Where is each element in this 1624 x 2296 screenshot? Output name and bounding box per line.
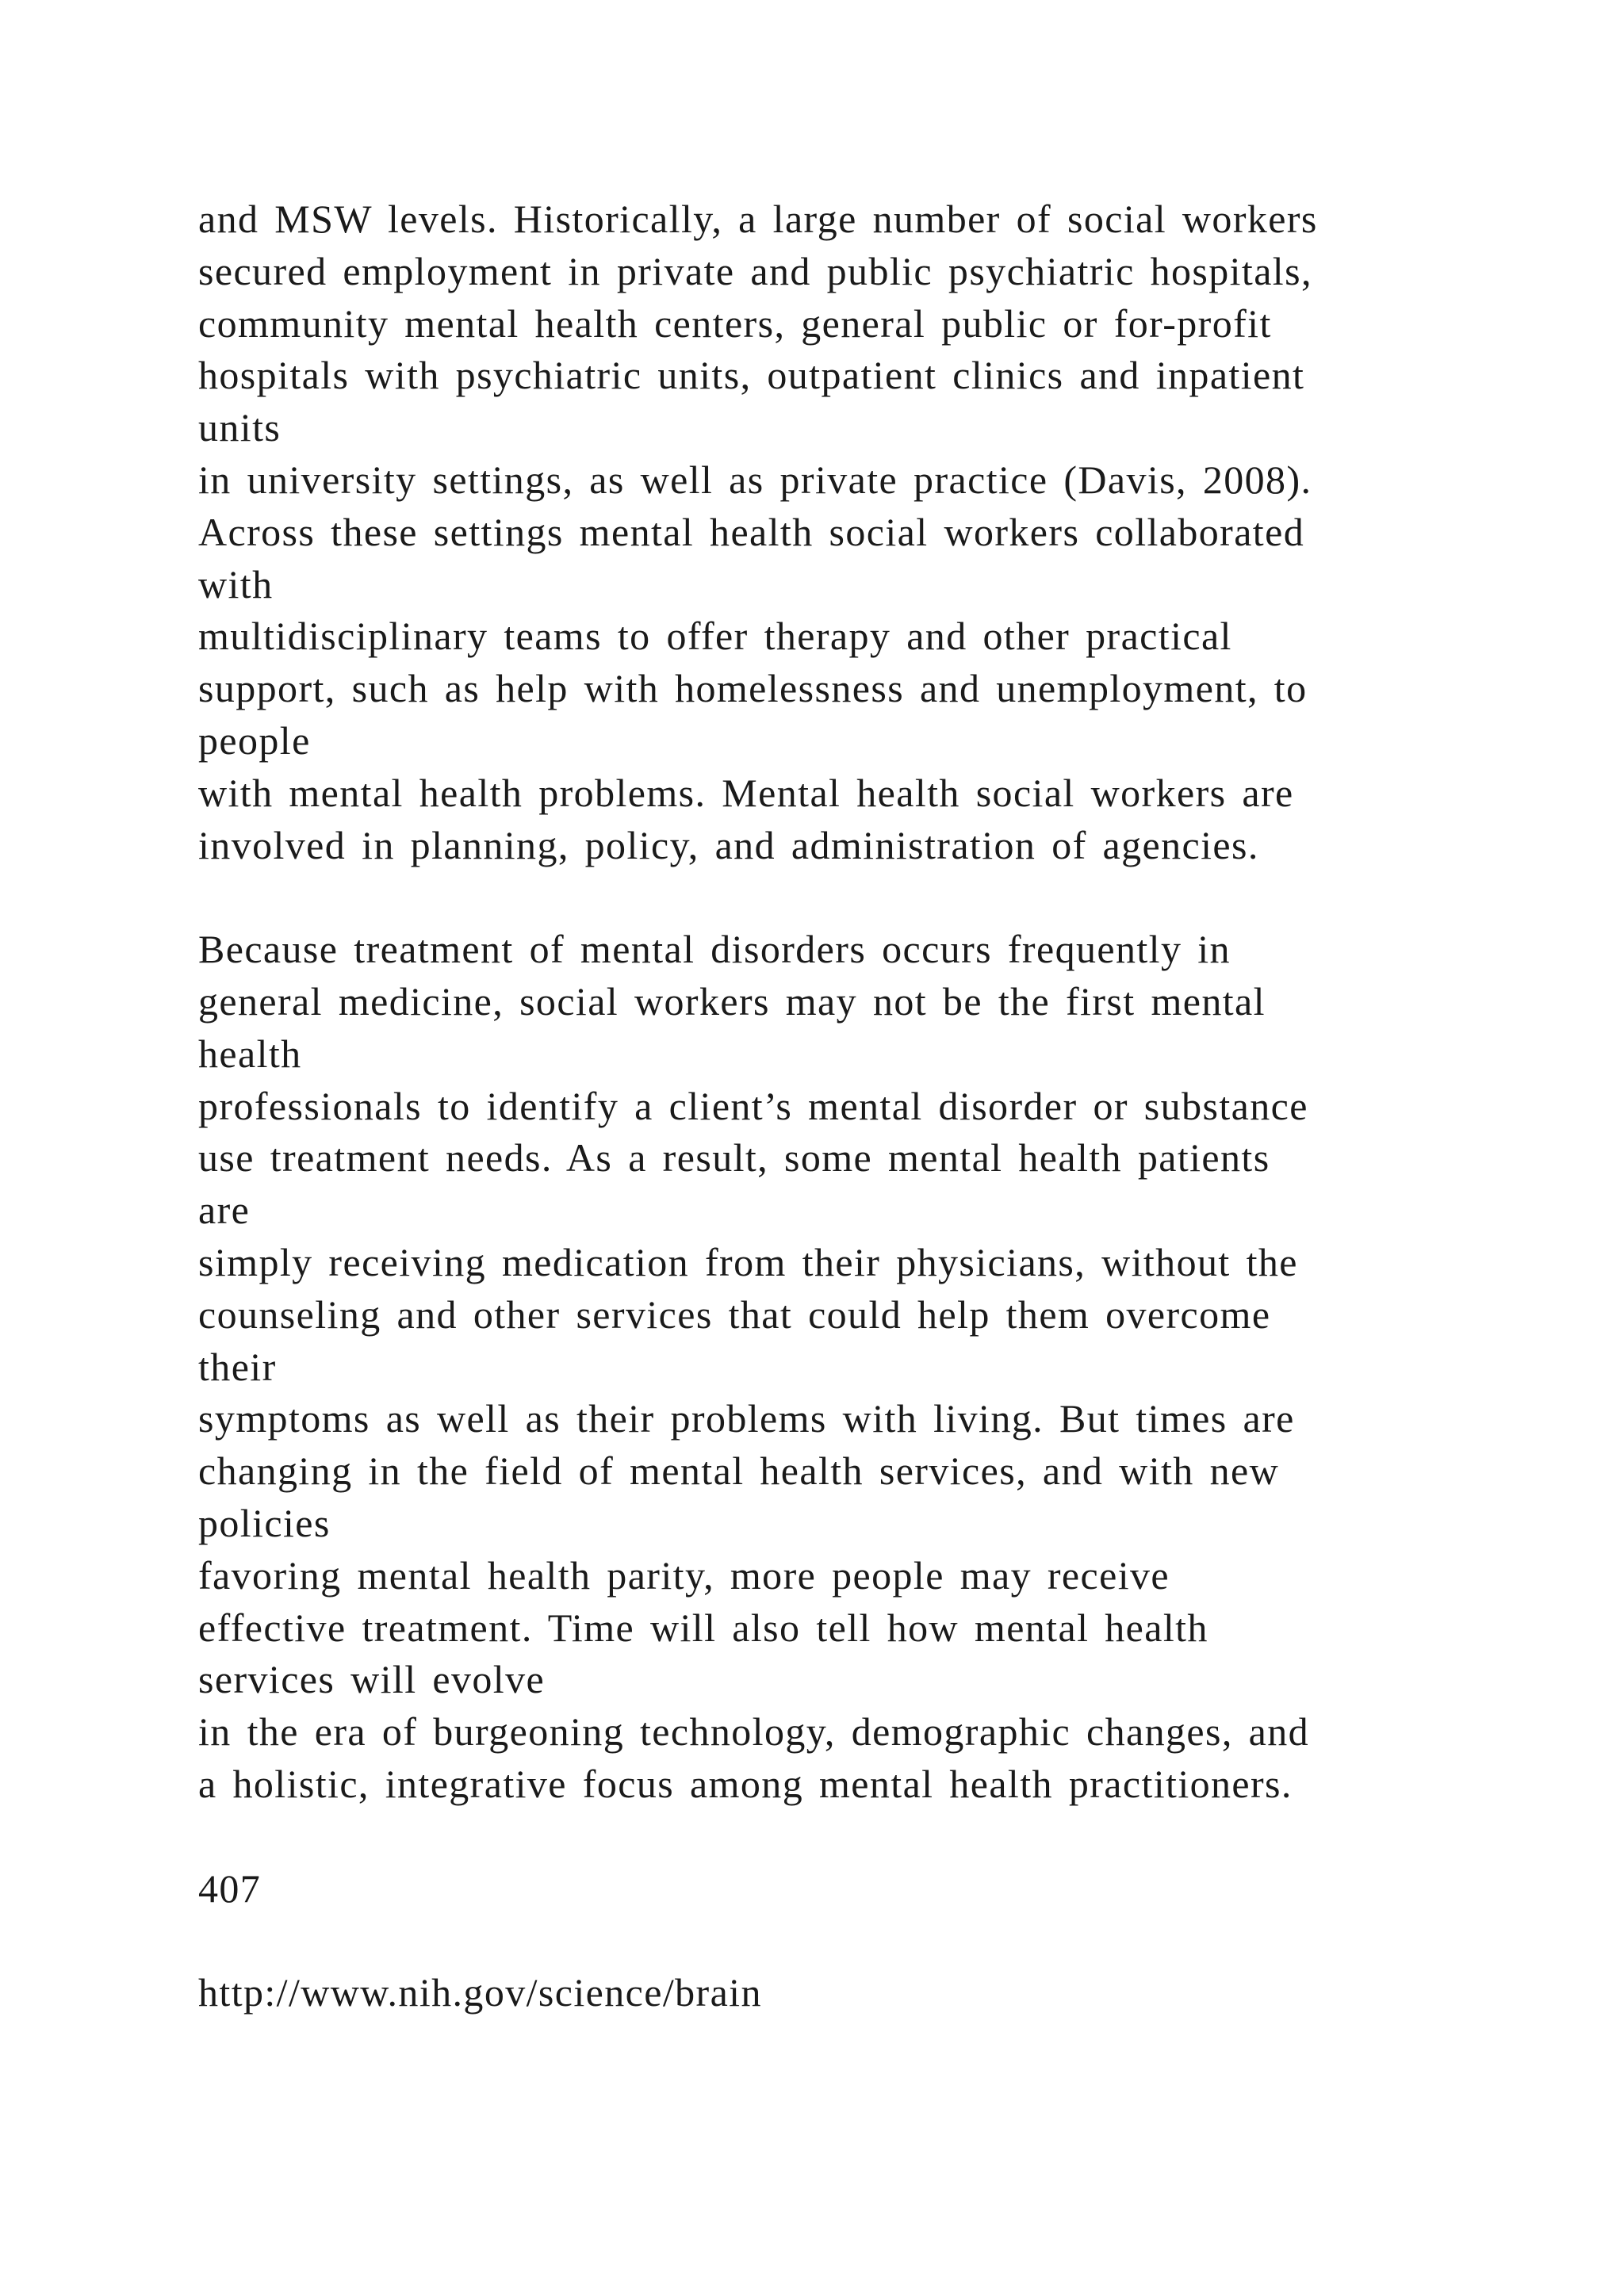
- text-line: use treatment needs. As a result, some mental health patients: [198, 1135, 1270, 1181]
- paragraph-2: [198, 924, 1515, 1811]
- text-line: policies: [198, 1500, 331, 1545]
- footer-url: http://www.nih.gov/science/brain: [198, 1970, 762, 2015]
- paragraph-spacer: [198, 871, 1515, 924]
- text-line: changing in the field of mental health services, and with new: [198, 1448, 1280, 1494]
- text-line: support, such as help with homelessness and unemployment, to: [198, 666, 1308, 711]
- text-line: in university settings, as well as private practice (Davis, 2008).: [198, 457, 1312, 502]
- text-line: Because treatment of mental disorders occurs frequently in: [198, 927, 1231, 972]
- text-line: with: [198, 561, 274, 607]
- text-line: simply receiving medication from their physicians, without the: [198, 1239, 1298, 1284]
- text-line: and MSW levels. Historically, a large number of social workers: [198, 197, 1318, 241]
- document-page: [198, 193, 1515, 2019]
- text-line: hospitals with psychiatric units, outpatient clinics and inpatient: [198, 353, 1305, 398]
- text-line: effective treatment. Time will also tell how mental health: [198, 1605, 1208, 1650]
- text-line: secured employment in private and public psychiatric hospitals,: [198, 248, 1312, 293]
- text-line: multidisciplinary teams to offer therapy and other practical: [198, 614, 1232, 659]
- text-line: health: [198, 1031, 302, 1076]
- text-line: in the era of burgeoning technology, demographic changes, and: [198, 1709, 1310, 1755]
- text-line: symptoms as well as their problems with living. But times are: [198, 1396, 1295, 1441]
- text-line: Across these settings mental health social workers collaborated: [198, 509, 1305, 554]
- page-number: 407: [198, 1866, 262, 1911]
- paragraph-spacer: [198, 1915, 1515, 1967]
- text-line: general medicine, social workers may not be the first mental: [198, 978, 1266, 1024]
- text-line: counseling and other services that could help them overcome: [198, 1292, 1271, 1337]
- text-line: involved in planning, policy, and administration of agencies.: [198, 822, 1259, 867]
- text-line: professionals to identify a client’s mental disorder or substance: [198, 1083, 1308, 1128]
- text-line: are: [198, 1188, 251, 1233]
- text-line: favoring mental health parity, more people may receive: [198, 1552, 1170, 1598]
- text-line: community mental health centers, general public or for-profit: [198, 300, 1272, 346]
- text-line: people: [198, 718, 311, 763]
- text-line: a holistic, integrative focus among mental health practitioners.: [198, 1761, 1293, 1806]
- paragraph-1: [198, 193, 1515, 871]
- text-line: services will evolve: [198, 1657, 546, 1702]
- text-line: units: [198, 405, 282, 450]
- text-line: with mental health problems. Mental health social workers are: [198, 770, 1294, 815]
- paragraph-spacer: [198, 1811, 1515, 1863]
- text-line: their: [198, 1344, 277, 1389]
